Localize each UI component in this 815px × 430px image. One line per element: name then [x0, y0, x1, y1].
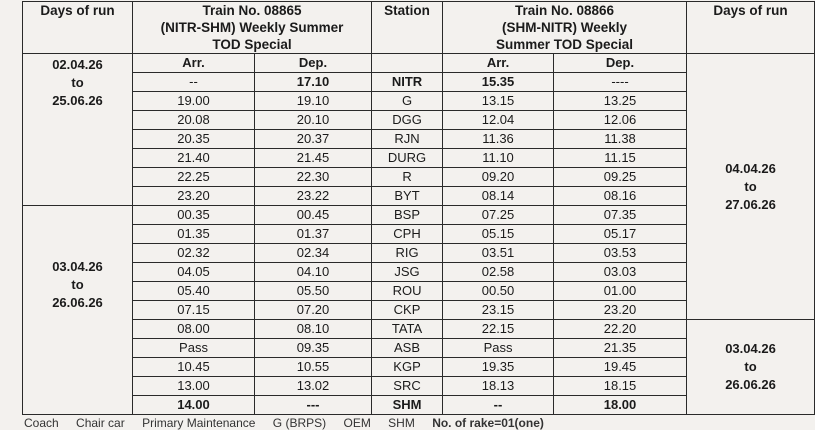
timetable-table — [22, 1, 815, 415]
departure-cell: 08.10 — [255, 320, 372, 339]
station-cell: TATA — [372, 320, 443, 339]
arrival-cell: 04.05 — [133, 263, 255, 282]
station-cell: RIG — [372, 244, 443, 263]
left-run-2-to: 26.06.26 — [52, 295, 103, 310]
station-cell: ROU — [372, 282, 443, 301]
station-cell: CPH — [372, 225, 443, 244]
arrival-cell: 03.51 — [443, 244, 554, 263]
departure-cell: 13.25 — [554, 92, 687, 111]
departure-cell: 00.45 — [255, 206, 372, 225]
left-run-2-from: 03.04.26 — [52, 259, 103, 274]
station-cell: ASB — [372, 339, 443, 358]
left-run-1-to-word: to — [71, 75, 84, 90]
arrival-cell: 11.36 — [443, 130, 554, 149]
station-cell: JSG — [372, 263, 443, 282]
arrival-cell: 07.15 — [133, 301, 255, 320]
days-of-run-left-header: Days of run — [23, 2, 133, 54]
arrival-cell: 18.13 — [443, 377, 554, 396]
departure-cell: 05.50 — [255, 282, 372, 301]
arrival-cell: 19.35 — [443, 358, 554, 377]
arrival-cell: 19.00 — [133, 92, 255, 111]
footer-chair-car: Chair car — [76, 416, 125, 430]
station-cell: BYT — [372, 187, 443, 206]
arrival-cell: 20.35 — [133, 130, 255, 149]
departure-cell: 10.55 — [255, 358, 372, 377]
departure-cell: 11.38 — [554, 130, 687, 149]
departure-cell: 02.34 — [255, 244, 372, 263]
station-cell: G — [372, 92, 443, 111]
station-cell: R — [372, 168, 443, 187]
train1-title-line3: TOD Special — [212, 37, 292, 52]
station-cell: SHM — [372, 396, 443, 415]
right-run-1-to-word: to — [744, 178, 757, 194]
arrival-cell: 02.32 — [133, 244, 255, 263]
arrival-cell: 05.15 — [443, 225, 554, 244]
departure-cell: 12.06 — [554, 111, 687, 130]
arr-subheader-1: Arr. — [133, 54, 255, 73]
station-header: Station — [372, 2, 443, 54]
days-of-run-right-header: Days of run — [687, 2, 815, 54]
station-cell: KGP — [372, 358, 443, 377]
departure-cell: 04.10 — [255, 263, 372, 282]
departure-cell: 13.02 — [255, 377, 372, 396]
station-cell: SRC — [372, 377, 443, 396]
footer-oem: OEM — [343, 416, 371, 430]
right-run-1-to: 27.06.26 — [725, 196, 776, 212]
left-run-period-2 — [23, 206, 133, 415]
departure-cell: 23.20 — [554, 301, 687, 320]
arrival-cell: 21.40 — [133, 149, 255, 168]
footer-coach: Coach — [24, 416, 59, 430]
station-cell: NITR — [372, 73, 443, 92]
footer-rake-count: No. of rake=01(one) — [432, 416, 544, 430]
subheader-row — [23, 54, 815, 73]
departure-cell: 01.00 — [554, 282, 687, 301]
left-run-period-1 — [23, 54, 133, 206]
footer-primary-maintenance: Primary Maintenance — [142, 416, 256, 430]
departure-cell: 03.03 — [554, 263, 687, 282]
arrival-cell: 02.58 — [443, 263, 554, 282]
arrival-cell: 00.35 — [133, 206, 255, 225]
station-cell: CKP — [372, 301, 443, 320]
departure-cell: 19.45 — [554, 358, 687, 377]
right-run-2-to: 26.06.26 — [725, 377, 776, 392]
departure-cell: 08.16 — [554, 187, 687, 206]
arrival-cell: 05.40 — [133, 282, 255, 301]
departure-cell: 19.10 — [255, 92, 372, 111]
left-run-2-to-word: to — [71, 277, 84, 292]
departure-cell: 23.22 — [255, 187, 372, 206]
train2-title-line1: Train No. 08866 — [514, 3, 615, 18]
arrival-cell: 14.00 — [133, 396, 255, 415]
right-run-period-1 — [687, 54, 815, 320]
arrival-cell: 08.14 — [443, 187, 554, 206]
departure-cell: 20.10 — [255, 111, 372, 130]
right-run-2-from: 03.04.26 — [725, 341, 776, 356]
departure-cell: ---- — [554, 73, 687, 92]
departure-cell: 11.15 — [554, 149, 687, 168]
station-cell: BSP — [372, 206, 443, 225]
departure-cell: 20.37 — [255, 130, 372, 149]
arrival-cell: 08.00 — [133, 320, 255, 339]
right-run-2-to-word: to — [744, 359, 757, 374]
arr-subheader-2: Arr. — [443, 54, 554, 73]
departure-cell: 18.15 — [554, 377, 687, 396]
station-cell: DGG — [372, 111, 443, 130]
arrival-cell: -- — [133, 73, 255, 92]
arrival-cell: 23.15 — [443, 301, 554, 320]
arrival-cell: 22.15 — [443, 320, 554, 339]
arrival-cell: 22.25 — [133, 168, 255, 187]
departure-cell: 22.20 — [554, 320, 687, 339]
arrival-cell: 20.08 — [133, 111, 255, 130]
departure-cell: 05.17 — [554, 225, 687, 244]
train1-title-line2: (NITR-SHM) Weekly Summer — [160, 20, 344, 35]
station-cell: DURG — [372, 149, 443, 168]
departure-cell: 07.20 — [255, 301, 372, 320]
train-08866-header — [443, 2, 687, 54]
departure-cell: --- — [255, 396, 372, 415]
header-row — [23, 2, 815, 54]
departure-cell: 01.37 — [255, 225, 372, 244]
arrival-cell: 07.25 — [443, 206, 554, 225]
train2-title-line2: (SHM-NITR) Weekly — [502, 20, 628, 35]
arrival-cell: 10.45 — [133, 358, 255, 377]
departure-cell: 21.35 — [554, 339, 687, 358]
departure-cell: 17.10 — [255, 73, 372, 92]
dep-subheader-2: Dep. — [554, 54, 687, 73]
departure-cell: 09.35 — [255, 339, 372, 358]
train1-title-line1: Train No. 08865 — [202, 3, 302, 18]
table-row — [23, 320, 815, 339]
left-run-1-to: 25.06.26 — [52, 93, 103, 108]
footer-shm: SHM — [388, 416, 415, 430]
arrival-cell: Pass — [443, 339, 554, 358]
arrival-cell: 13.15 — [443, 92, 554, 111]
timetable-body — [23, 54, 815, 415]
departure-cell: 22.30 — [255, 168, 372, 187]
right-run-1-from: 04.04.26 — [725, 160, 776, 176]
station-cell: RJN — [372, 130, 443, 149]
train2-title-line3: Summer TOD Special — [495, 37, 634, 52]
dep-subheader-1: Dep. — [255, 54, 372, 73]
arrival-cell: 12.04 — [443, 111, 554, 130]
right-run-period-2 — [687, 320, 815, 415]
arrival-cell: -- — [443, 396, 554, 415]
train-08865-header — [133, 2, 372, 54]
left-run-1-from: 02.04.26 — [52, 57, 103, 72]
arrival-cell: 15.35 — [443, 73, 554, 92]
departure-cell: 21.45 — [255, 149, 372, 168]
arrival-cell: 09.20 — [443, 168, 554, 187]
arrival-cell: 01.35 — [133, 225, 255, 244]
departure-cell: 18.00 — [554, 396, 687, 415]
footer-note — [24, 416, 764, 430]
arrival-cell: 00.50 — [443, 282, 554, 301]
station-subheader-blank — [372, 54, 443, 73]
arrival-cell: 11.10 — [443, 149, 554, 168]
departure-cell: 03.53 — [554, 244, 687, 263]
arrival-cell: 23.20 — [133, 187, 255, 206]
departure-cell: 09.25 — [554, 168, 687, 187]
departure-cell: 07.35 — [554, 206, 687, 225]
arrival-cell: 13.00 — [133, 377, 255, 396]
footer-brps: G (BRPS) — [272, 416, 327, 430]
arrival-cell: Pass — [133, 339, 255, 358]
